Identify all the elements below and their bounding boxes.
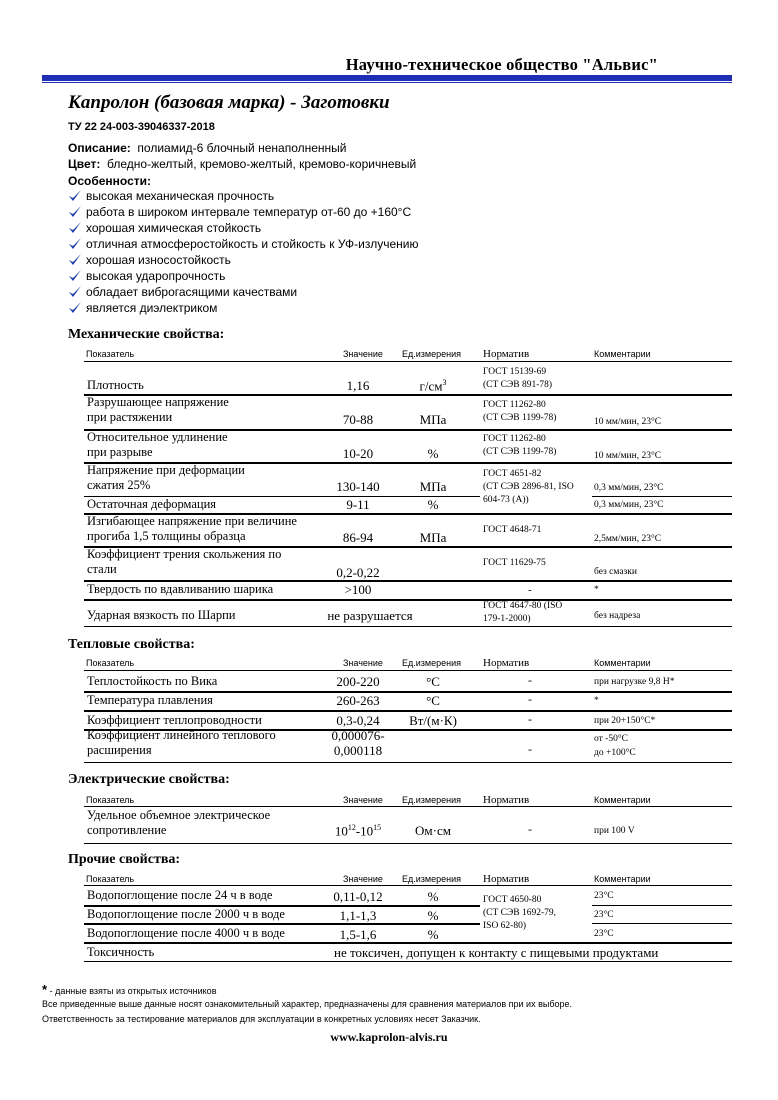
toxicity-value: не токсичен, допущен к контакту с пищевыми продуктами <box>334 945 659 960</box>
table-rule <box>84 361 732 362</box>
row-value: 1,5-1,6 <box>339 927 377 942</box>
row-norm: - <box>528 692 532 706</box>
col-header-comment: Комментарии <box>594 658 651 668</box>
row-unit: МПа <box>419 412 447 427</box>
other-section-title: Прочие свойства: <box>68 852 181 867</box>
row-param: Напряжение при деформации сжатия 25% <box>87 463 245 492</box>
row-comment: 10 мм/мин, 23°С <box>594 417 662 427</box>
row-unit: % <box>427 446 439 461</box>
feature-item <box>68 252 419 268</box>
col-header-comment: Комментарии <box>594 874 651 884</box>
row-norm: - <box>528 822 532 836</box>
feature-item <box>68 188 419 204</box>
row-param: Плотность <box>87 378 144 392</box>
col-header-unit: Ед.измерения <box>402 658 461 668</box>
check-icon <box>68 285 82 299</box>
check-icon <box>68 237 82 251</box>
col-header-comment: Комментарии <box>594 795 651 805</box>
row-norm: - <box>528 673 532 687</box>
row-param: Твердость по вдавливанию шарика <box>87 582 274 596</box>
row-comment: 0,3 мм/мин, 23°С <box>594 500 664 510</box>
row-unit: МПа <box>419 479 447 494</box>
row-value: 0,2-0,22 <box>336 565 380 580</box>
table-rule <box>592 496 732 497</box>
feature-text: является диэлектриком <box>86 301 218 315</box>
table-rule <box>592 905 732 906</box>
row-norm: - <box>528 584 532 596</box>
row-unit: % <box>427 497 439 512</box>
disclaimer-line-1: Все приведенные выше данные носят ознакомительный характер, предназначены для сравнения материалов при их выборе. <box>42 999 573 1009</box>
row-comment: 23°С <box>594 910 614 920</box>
description-line <box>68 141 346 155</box>
row-norm: ГОСТ 11262-80 (СТ СЭВ 1199-78) <box>483 434 557 457</box>
feature-item <box>68 204 419 220</box>
table-rule <box>84 942 732 944</box>
row-comment: * <box>594 696 599 706</box>
check-icon <box>68 189 82 203</box>
col-header-value: Значение <box>343 349 383 359</box>
website-link[interactable]: www.kaprolon-alvis.ru <box>330 1030 448 1044</box>
header-accent-bar <box>42 75 732 81</box>
row-value: 9-11 <box>346 497 370 512</box>
row-comment: * <box>594 585 599 595</box>
electrical-section-title: Электрические свойства: <box>68 772 230 787</box>
row-comment: без надреза <box>594 611 641 621</box>
col-header-param: Показатель <box>86 795 135 805</box>
row-param: Температура плавления <box>87 693 213 707</box>
row-value: не разрушается <box>327 608 413 623</box>
row-param: Коэффициент трения скольжения по стали <box>87 547 282 576</box>
row-value: 1,16 <box>346 378 370 393</box>
row-param: Ударная вязкость по Шарпи <box>87 608 236 622</box>
table-rule <box>84 710 732 712</box>
table-rule <box>84 762 732 763</box>
col-header-norm: Норматив <box>483 348 530 360</box>
row-norm: ГОСТ 4647-80 (ISO 179-1-2000) <box>483 601 563 624</box>
feature-text: отличная атмосферостойкость и стойкость к УФ-излучению <box>86 237 419 251</box>
color-value: бледно-желтый, кремово-желтый, кремово-коричневый <box>107 157 417 171</box>
disclaimer-line-2: Ответственность за тестирование материалов для эксплуатации в конкретных условиях несет Заказчик. <box>42 1014 481 1024</box>
row-param: Коэффициент теплопроводности <box>87 713 262 727</box>
color-line <box>68 157 416 171</box>
feature-text: обладает виброгасящими качествами <box>86 285 298 299</box>
organization-title: Научно-техническое общество "Альвис" <box>345 55 658 74</box>
row-unit: Ом·см <box>415 823 451 838</box>
table-rule <box>84 806 732 807</box>
check-icon <box>68 205 82 219</box>
feature-text: хорошая химическая стойкость <box>86 221 262 235</box>
table-rule <box>84 626 732 627</box>
row-unit: $г/см^3$ <box>419 378 447 394</box>
check-icon <box>68 301 82 315</box>
col-header-comment: Комментарии <box>594 349 651 359</box>
table-rule <box>592 923 732 924</box>
col-header-norm: Норматив <box>483 657 530 669</box>
col-header-unit: Ед.измерения <box>402 349 461 359</box>
row-norm: ГОСТ 11629-75 <box>483 558 546 568</box>
row-comment: без смазки <box>594 567 638 577</box>
row-norm: - <box>528 712 532 726</box>
table-rule <box>84 843 732 844</box>
col-header-norm: Норматив <box>483 794 530 806</box>
row-value: 1,1-1,3 <box>339 908 377 923</box>
row-norm: ГОСТ 15139-69 (СТ СЭВ 891-78) <box>483 367 553 390</box>
check-icon <box>68 221 82 235</box>
row-value: 10-20 <box>342 446 374 461</box>
feature-text: высокая механическая прочность <box>86 189 275 203</box>
row-value: 0,000076- 0,000118 <box>331 728 385 758</box>
row-value: 260-263 <box>336 693 380 708</box>
row-param: Коэффициент линейного теплового расширения <box>87 728 276 757</box>
col-header-value: Значение <box>343 795 383 805</box>
table-rule <box>84 961 732 962</box>
row-param: Водопоглощение после 4000 ч в воде <box>87 926 285 940</box>
check-icon <box>68 253 82 267</box>
row-comment: 23°С <box>594 891 614 901</box>
spec-number: ТУ 22 24-003-39046337-2018 <box>68 121 215 133</box>
feature-item <box>68 268 419 284</box>
row-comment: от -50°С до +100°С <box>594 734 636 758</box>
feature-item <box>68 300 419 316</box>
col-header-value: Значение <box>343 658 383 668</box>
table-rule <box>84 599 732 601</box>
header-accent-line <box>42 82 732 83</box>
row-unit: Вт/(м·К) <box>409 713 457 728</box>
row-value: 86-94 <box>342 530 374 545</box>
col-header-unit: Ед.измерения <box>402 874 461 884</box>
color-label: Цвет: <box>68 157 101 171</box>
check-icon <box>68 269 82 283</box>
table-rule <box>84 885 732 886</box>
row-comment: при нагрузке 9,8 Н* <box>594 677 675 687</box>
col-header-param: Показатель <box>86 874 135 884</box>
row-comment: 0,3 мм/мин, 23°С <box>594 483 664 493</box>
row-unit: °С <box>426 674 440 689</box>
row-comment: 10 мм/мин, 23°С <box>594 451 662 461</box>
row-norm: - <box>528 742 532 756</box>
col-header-param: Показатель <box>86 349 135 359</box>
row-unit: МПа <box>419 530 447 545</box>
row-value: 70-88 <box>342 412 374 427</box>
row-comment: при 100 V <box>594 826 635 836</box>
row-value: $10^{12}-10^{15}$ <box>334 823 382 839</box>
description-value: полиамид-6 блочный ненаполненный <box>137 141 347 155</box>
row-norm: ГОСТ 11262-80 (СТ СЭВ 1199-78) <box>483 400 557 423</box>
row-unit: % <box>427 908 439 923</box>
row-unit: °С <box>426 693 440 708</box>
row-param: Теплостойкость по Вика <box>87 674 218 688</box>
col-header-param: Показатель <box>86 658 135 668</box>
description-label: Описание: <box>68 141 131 155</box>
col-header-norm: Норматив <box>483 873 530 885</box>
feature-item <box>68 284 419 300</box>
thermal-section-title: Тепловые свойства: <box>68 637 195 652</box>
mechanical-section-title: Механические свойства: <box>68 327 225 342</box>
feature-text: работа в широком интервале температур от-60 до +160°С <box>86 205 412 219</box>
row-param: Остаточная деформация <box>87 497 217 511</box>
row-param: Изгибающее напряжение при величине прогиба 1,5 толщины образца <box>87 514 297 543</box>
row-value: 200-220 <box>336 674 380 689</box>
toxicity-label: Токсичность <box>87 945 155 959</box>
row-value: 0,11-0,12 <box>333 889 383 904</box>
row-comment: 2,5мм/мин, 23°С <box>594 534 662 544</box>
row-comment: 23°С <box>594 929 614 939</box>
table-rule <box>84 923 480 925</box>
features-label: Особенности: <box>68 174 152 188</box>
feature-text: высокая ударопрочность <box>86 269 226 283</box>
feature-item <box>68 236 419 252</box>
feature-text: хорошая износостойкость <box>86 253 231 267</box>
row-value: 130-140 <box>336 479 380 494</box>
row-unit: % <box>427 927 439 942</box>
document-title: Капролон (базовая марка) - Заготовки <box>68 92 390 113</box>
features-list <box>68 188 419 316</box>
row-value: 0,3-0,24 <box>336 713 380 728</box>
col-header-value: Значение <box>343 874 383 884</box>
row-param: Удельное объемное электрическое сопротивление <box>87 808 271 837</box>
row-value: >100 <box>344 582 372 597</box>
row-norm: ГОСТ 4650-80 (СТ СЭВ 1692-79, ISO 62-80) <box>483 895 557 931</box>
feature-item <box>68 220 419 236</box>
col-header-unit: Ед.измерения <box>402 795 461 805</box>
table-rule <box>84 670 732 671</box>
row-norm: ГОСТ 4651-82 (СТ СЭВ 2896-81, ISO 604-73 (А)) <box>483 469 574 505</box>
row-norm: ГОСТ 4648-71 <box>483 525 542 535</box>
row-param: Водопоглощение после 24 ч в воде <box>87 888 273 902</box>
row-comment: при 20+150°С* <box>594 716 656 726</box>
row-unit: % <box>427 889 439 904</box>
row-param: Разрушающее напряжение при растяжении <box>87 395 229 424</box>
row-param: Относительное удлинение при разрыве <box>87 430 228 459</box>
footnote-star-line: * - данные взяты из открытых источников <box>42 982 217 997</box>
row-param: Водопоглощение после 2000 ч в воде <box>87 907 285 921</box>
